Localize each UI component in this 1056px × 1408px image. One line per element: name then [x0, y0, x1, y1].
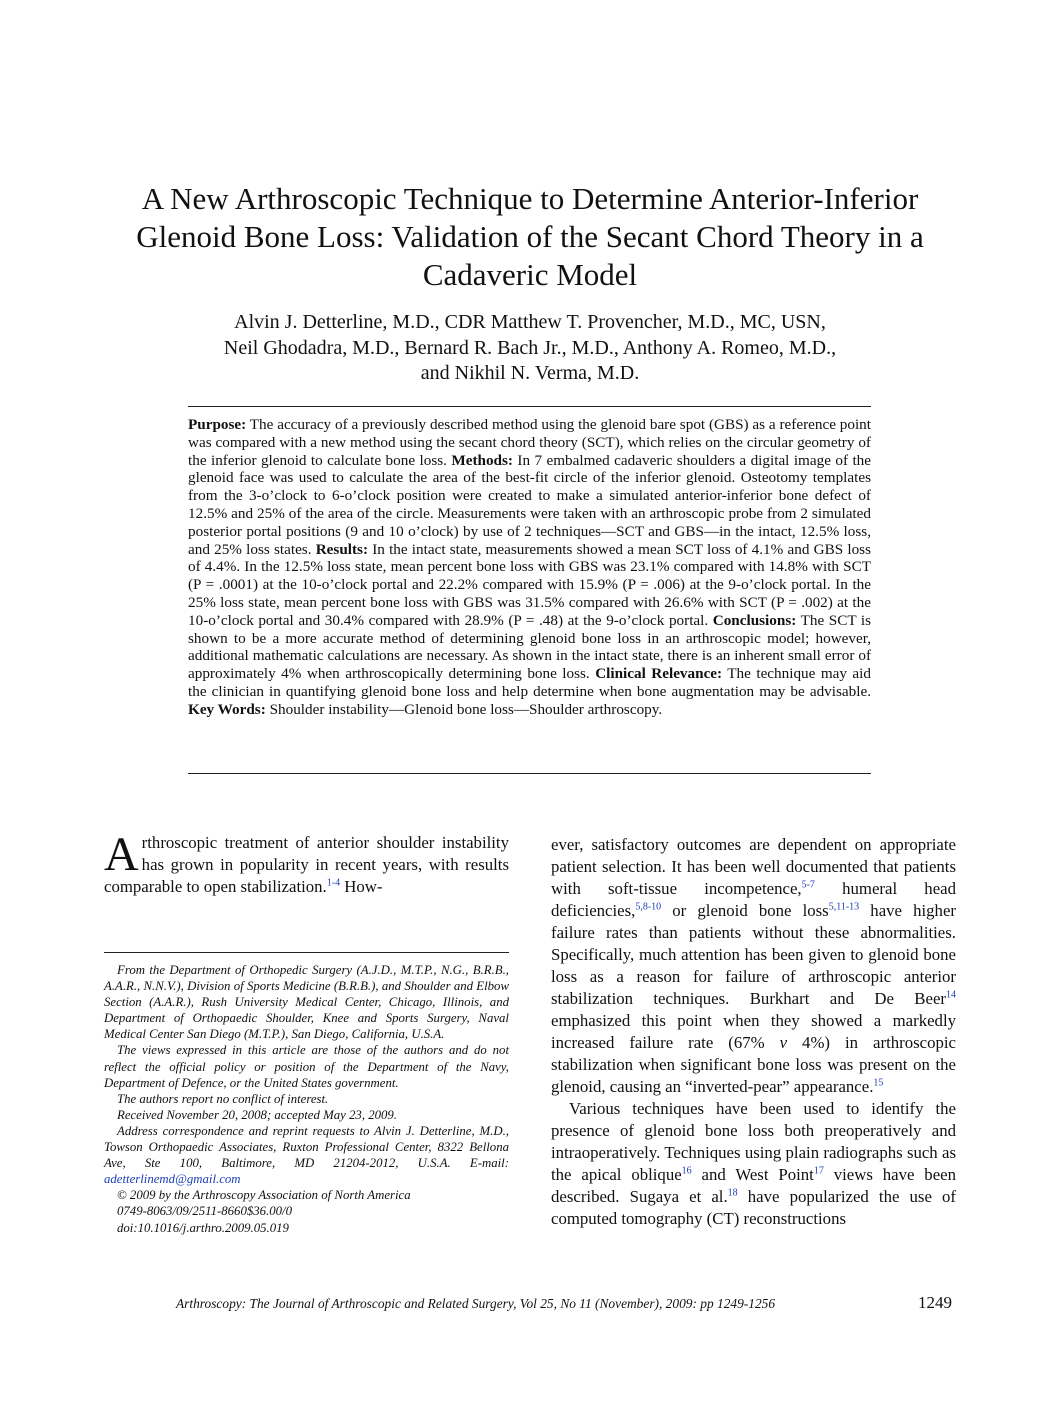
citation-link[interactable]: 5-7	[801, 879, 815, 891]
abstract	[188, 416, 871, 719]
body-text: 4%) in arthroscopic stabilization when significant bone loss was present on the glenoid, causing an “inverted-pear” appearance.	[551, 1033, 956, 1096]
conclusions-label: Conclusions:	[712, 611, 797, 629]
running-footer: Arthroscopy: The Journal of Arthroscopic and Related Surgery, Vol 25, No 11 (November), 2009: pp 1249-1256	[176, 1296, 776, 1311]
citation-link[interactable]: 5,11-13	[828, 901, 860, 913]
keywords-text: Shoulder instability—Glenoid bone loss—Shoulder arthroscopy.	[265, 700, 663, 718]
body-text: have popularized the use of computed tomography (CT) reconstructions	[551, 1187, 956, 1228]
citation-link[interactable]: 5,8-10	[635, 901, 662, 913]
citation-link[interactable]: 1-4	[326, 877, 341, 889]
body-paragraph	[551, 1098, 956, 1230]
purpose-label: Purpose:	[188, 416, 247, 433]
conclusions-text: The SCT is shown to be a more accurate method of determining glenoid bone loss in an arthroscopic model; however, additional mathematic calculations are necessary. As shown in the intact state, there is an inherent small error of approximately 4% when arthroscopically determining bone loss.	[188, 611, 872, 683]
results-label: Results:	[315, 540, 369, 558]
body-text: Various techniques have been used to identify the presence of glenoid bone loss both preoperatively and intraoperatively. Techniques using plain radiographs such as the apical oblique	[551, 1099, 956, 1184]
author-line: Alvin J. Detterline, M.D., CDR Matthew T. Provencher, M.D., MC, USN,	[234, 311, 826, 333]
footnotes	[104, 962, 509, 1236]
intro-text: rthroscopic treatment of anterior shoulder instability has grown in popularity in recent years, with results comparable to open stabilization.	[104, 833, 509, 896]
body-text: views have been described. Sugaya et al.	[551, 1165, 956, 1206]
citation-link[interactable]: 16	[681, 1165, 692, 1177]
title-line: A New Arthroscopic Technique to Determine Anterior-Inferior	[141, 181, 919, 216]
page-number: 1249	[918, 1293, 952, 1312]
body-left-column	[104, 828, 509, 898]
footnote-conflict: The authors report no conflict of interest.	[117, 1091, 329, 1106]
results-text: In the intact state, measurements showed a mean SCT loss of 4.1% and GBS loss of 4.4%. In the 12.5% loss state, mean percent bone loss with GBS was 23.1% compared with 14.8% with SCT (P = .0001) at the 10-o’clock portal and 22.2% compared with 15.9% (P = .006) at the 9-o’clock portal. In the 25% loss state, mean percent bone loss with GBS was 31.5% compared with 26.6% with SCT (P = .002) at the 10-o’clock portal and 30.4% compared with 28.9% (P = .48) at the 9-o’clock portal.	[188, 540, 871, 629]
footnote-affiliation: From the Department of Orthopedic Surgery (A.J.D., M.T.P., N.G., B.R.B., A.A.R., N.N.V.), Division of Sports Medicine (B.R.B.), and Shoulder and Elbow Section (A.A.R.), Rush University Medical Center, Chicago, Illinois, and Department of Orthopaedic Shoulder, Knee and Sports Surgery, Naval Medical Center San Diego (M.T.P.), San Diego, California, U.S.A.	[104, 963, 509, 1042]
methods-label: Methods:	[451, 451, 513, 469]
footnote-issn: 0749-8063/09/2511-8660$36.00/0	[117, 1204, 293, 1219]
intro-paragraph	[104, 828, 509, 898]
body-paragraph	[551, 834, 956, 1098]
author-line: and Nikhil N. Verma, M.D.	[420, 362, 640, 384]
keywords-label: Key Words:	[188, 700, 266, 718]
title-line: Cadaveric Model	[422, 257, 638, 292]
body-text: humeral head deficiencies,	[551, 879, 956, 920]
purpose-text: The accuracy of a previously described method using the glenoid bare spot (GBS) as a reference point was compared with a new method using the secant chord theory (SCT), which relies on the circular geometry of the inferior glenoid to calculate bone loss.	[188, 416, 871, 469]
citation-link[interactable]: 18	[727, 1187, 738, 1199]
footnote-views: The views expressed in this article are those of the authors and do not reflect the official policy or position of the Department of the Navy, Department of Defence, or the United States government.	[104, 1043, 509, 1090]
footnote-received: Received November 20, 2008; accepted May 23, 2009.	[117, 1107, 398, 1122]
title-line: Glenoid Bone Loss: Validation of the Secant Chord Theory in a	[136, 219, 924, 254]
article-title	[90, 180, 970, 294]
body-right-column	[551, 834, 956, 1230]
drop-cap: A	[104, 828, 139, 881]
footnote-doi: doi:10.1016/j.arthro.2009.05.019	[117, 1220, 289, 1235]
author-line: Neil Ghodadra, M.D., Bernard R. Bach Jr., M.D., Anthony A. Romeo, M.D.,	[223, 336, 837, 359]
body-text: have higher failure rates than patients without these abnormalities. Specifically, much attention has been given to glenoid bone loss as a reason for failure of arthroscopic anterior stabilization techniques. Burkhart and De Beer	[551, 901, 956, 1008]
body-text: ever, satisfactory outcomes are dependent on appropriate patient selection. It has been well documented that patients with soft-tissue incompetence,	[551, 835, 956, 898]
citation-link[interactable]: 15	[873, 1077, 884, 1089]
citation-link[interactable]: 17	[813, 1165, 824, 1177]
body-text: and West Point	[691, 1165, 814, 1184]
footnote-address	[104, 1123, 509, 1187]
versus-italic: v	[779, 1033, 788, 1052]
relevance-text: The technique may aid the clinician in quantifying glenoid bone loss and help determine when bone augmentation may be advisable.	[188, 665, 871, 700]
methods-text: In 7 embalmed cadaveric shoulders a digital image of the glenoid face was used to calculate the area of the best-fit circle of the inferior glenoid. Osteotomy templates from the 3-o’clock to 6-o’clock position were created to make a simulated anterior-inferior bone defect of 12.5% and 25% of the area of the circle. Measurements were taken with an arthroscopic probe from 2 simulated posterior portal positions (9 and 10 o’clock) by use of 2 techniques—SCT and GBS—in the intact, 12.5% loss, and 25% loss states.	[188, 451, 871, 558]
author-list	[120, 310, 940, 387]
footnote-copyright: © 2009 by the Arthroscopy Association of North America	[117, 1188, 411, 1203]
abstract-top-rule	[188, 406, 871, 407]
citation-link[interactable]: 14	[946, 989, 956, 1001]
body-text: emphasized this point when they showed a markedly increased failure rate (67%	[551, 1011, 956, 1052]
abstract-bottom-rule	[188, 773, 871, 774]
address-text: Address correspondence and reprint requests to Alvin J. Detterline, M.D., Towson Orthopaedic Associates, Ruxton Professional Center, 8322 Bellona Ave, Ste 100, Baltimore, MD 21204-2012, U.S.A. E-mail:	[104, 1123, 509, 1171]
relevance-label: Clinical Relevance:	[595, 665, 723, 683]
intro-text-end: How-	[340, 877, 383, 896]
body-text: or glenoid bone loss	[661, 901, 829, 920]
footnote-rule	[104, 952, 509, 953]
abstract-text	[188, 416, 871, 719]
email-link[interactable]: adetterlinemd@gmail.com	[104, 1172, 241, 1187]
